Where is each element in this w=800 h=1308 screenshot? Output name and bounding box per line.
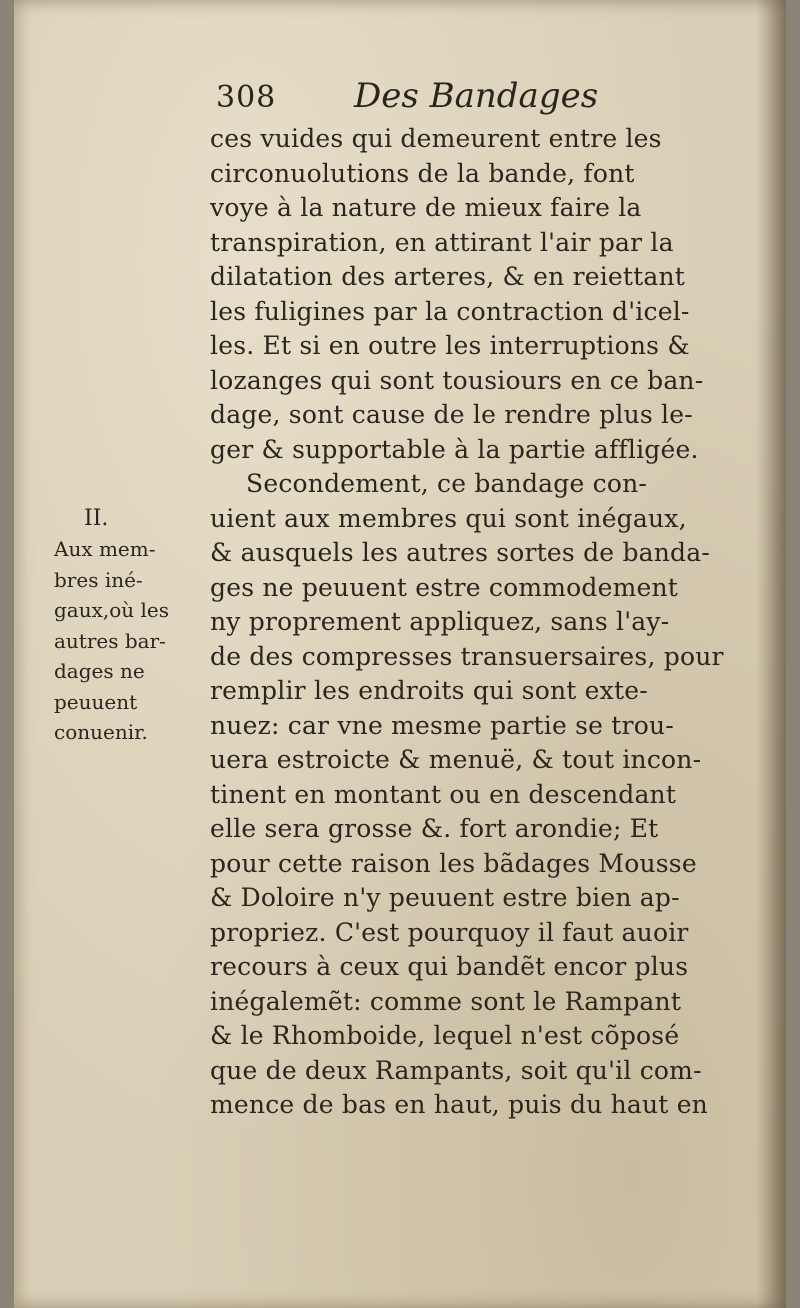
- margin-note-line: gaux,où les: [54, 598, 170, 622]
- margin-note-lines: [54, 534, 204, 748]
- text-line: uera estroicte & menuë, & tout incon-: [210, 745, 702, 774]
- text-line: que de deux Rampants, soit qu'il com-: [210, 1055, 702, 1085]
- running-title: Des Bandages: [354, 76, 599, 116]
- text-line: & Doloire n'y peuuent estre bien ap-: [210, 883, 680, 912]
- text-line: voye à la nature de mieux faire la: [210, 193, 642, 222]
- margin-note: [54, 504, 204, 748]
- text-line: transpiration, en attirant l'air par la: [210, 227, 674, 257]
- text-line: dilatation des arteres, & en reiettant: [210, 262, 686, 291]
- page-number: 308: [216, 80, 277, 115]
- margin-note-number: II.: [84, 506, 109, 531]
- margin-note-line: Aux mem-: [54, 537, 156, 561]
- text-line: lozanges qui sont tousiours en ce ban-: [210, 365, 704, 395]
- body-text: [210, 122, 800, 1123]
- text-line: inégalemẽt: comme sont le Rampant: [210, 986, 682, 1016]
- text-line: ny proprement appliquez, sans l'ay-: [210, 607, 670, 636]
- text-line: circonuolutions de la bande, font: [210, 158, 635, 188]
- text-line-indented: Secondement, ce bandage con-: [246, 469, 648, 498]
- page-header: [204, 74, 624, 120]
- text-line: de des compresses transuersaires, pour: [210, 641, 724, 671]
- text-line: & ausquels les autres sortes de banda-: [210, 538, 711, 567]
- text-line: & le Rhomboide, lequel n'est cõposé: [210, 1021, 680, 1050]
- text-line: mence de bas en haut, puis du haut en: [210, 1090, 708, 1119]
- text-line: tinent en montant ou en descendant: [210, 779, 677, 809]
- text-line: ces vuides qui demeurent entre les: [210, 124, 662, 153]
- text-line: ges ne peuuent estre commodement: [210, 572, 679, 602]
- margin-note-line: bres iné-: [54, 567, 143, 592]
- text-line: propriez. C'est pourquoy il faut auoir: [210, 917, 689, 947]
- margin-note-line: conuenir.: [54, 720, 148, 744]
- text-line: les. Et si en outre les interruptions &: [210, 331, 690, 360]
- text-line: ger & supportable à la partie affligée.: [210, 434, 699, 464]
- text-line: remplir les endroits qui sont exte-: [210, 676, 648, 705]
- text-line: recours à ceux qui bandẽt encor plus: [210, 952, 689, 981]
- text-line: les fuligines par la contraction d'icel-: [210, 296, 690, 326]
- margin-note-line: peuuent: [54, 689, 138, 714]
- text-line: elle sera grosse &. fort arondie; Et: [210, 814, 659, 843]
- text-line: nuez: car vne mesme partie se trou-: [210, 710, 674, 740]
- text-line: uient aux membres qui sont inégaux,: [210, 503, 687, 533]
- text-line: pour cette raison les bãdages Mousse: [210, 848, 697, 878]
- margin-note-line: dages ne: [54, 659, 145, 683]
- text-line: dage, sont cause de le rendre plus le-: [210, 400, 693, 429]
- margin-note-line: autres bar-: [54, 628, 166, 653]
- book-page: [14, 0, 786, 1308]
